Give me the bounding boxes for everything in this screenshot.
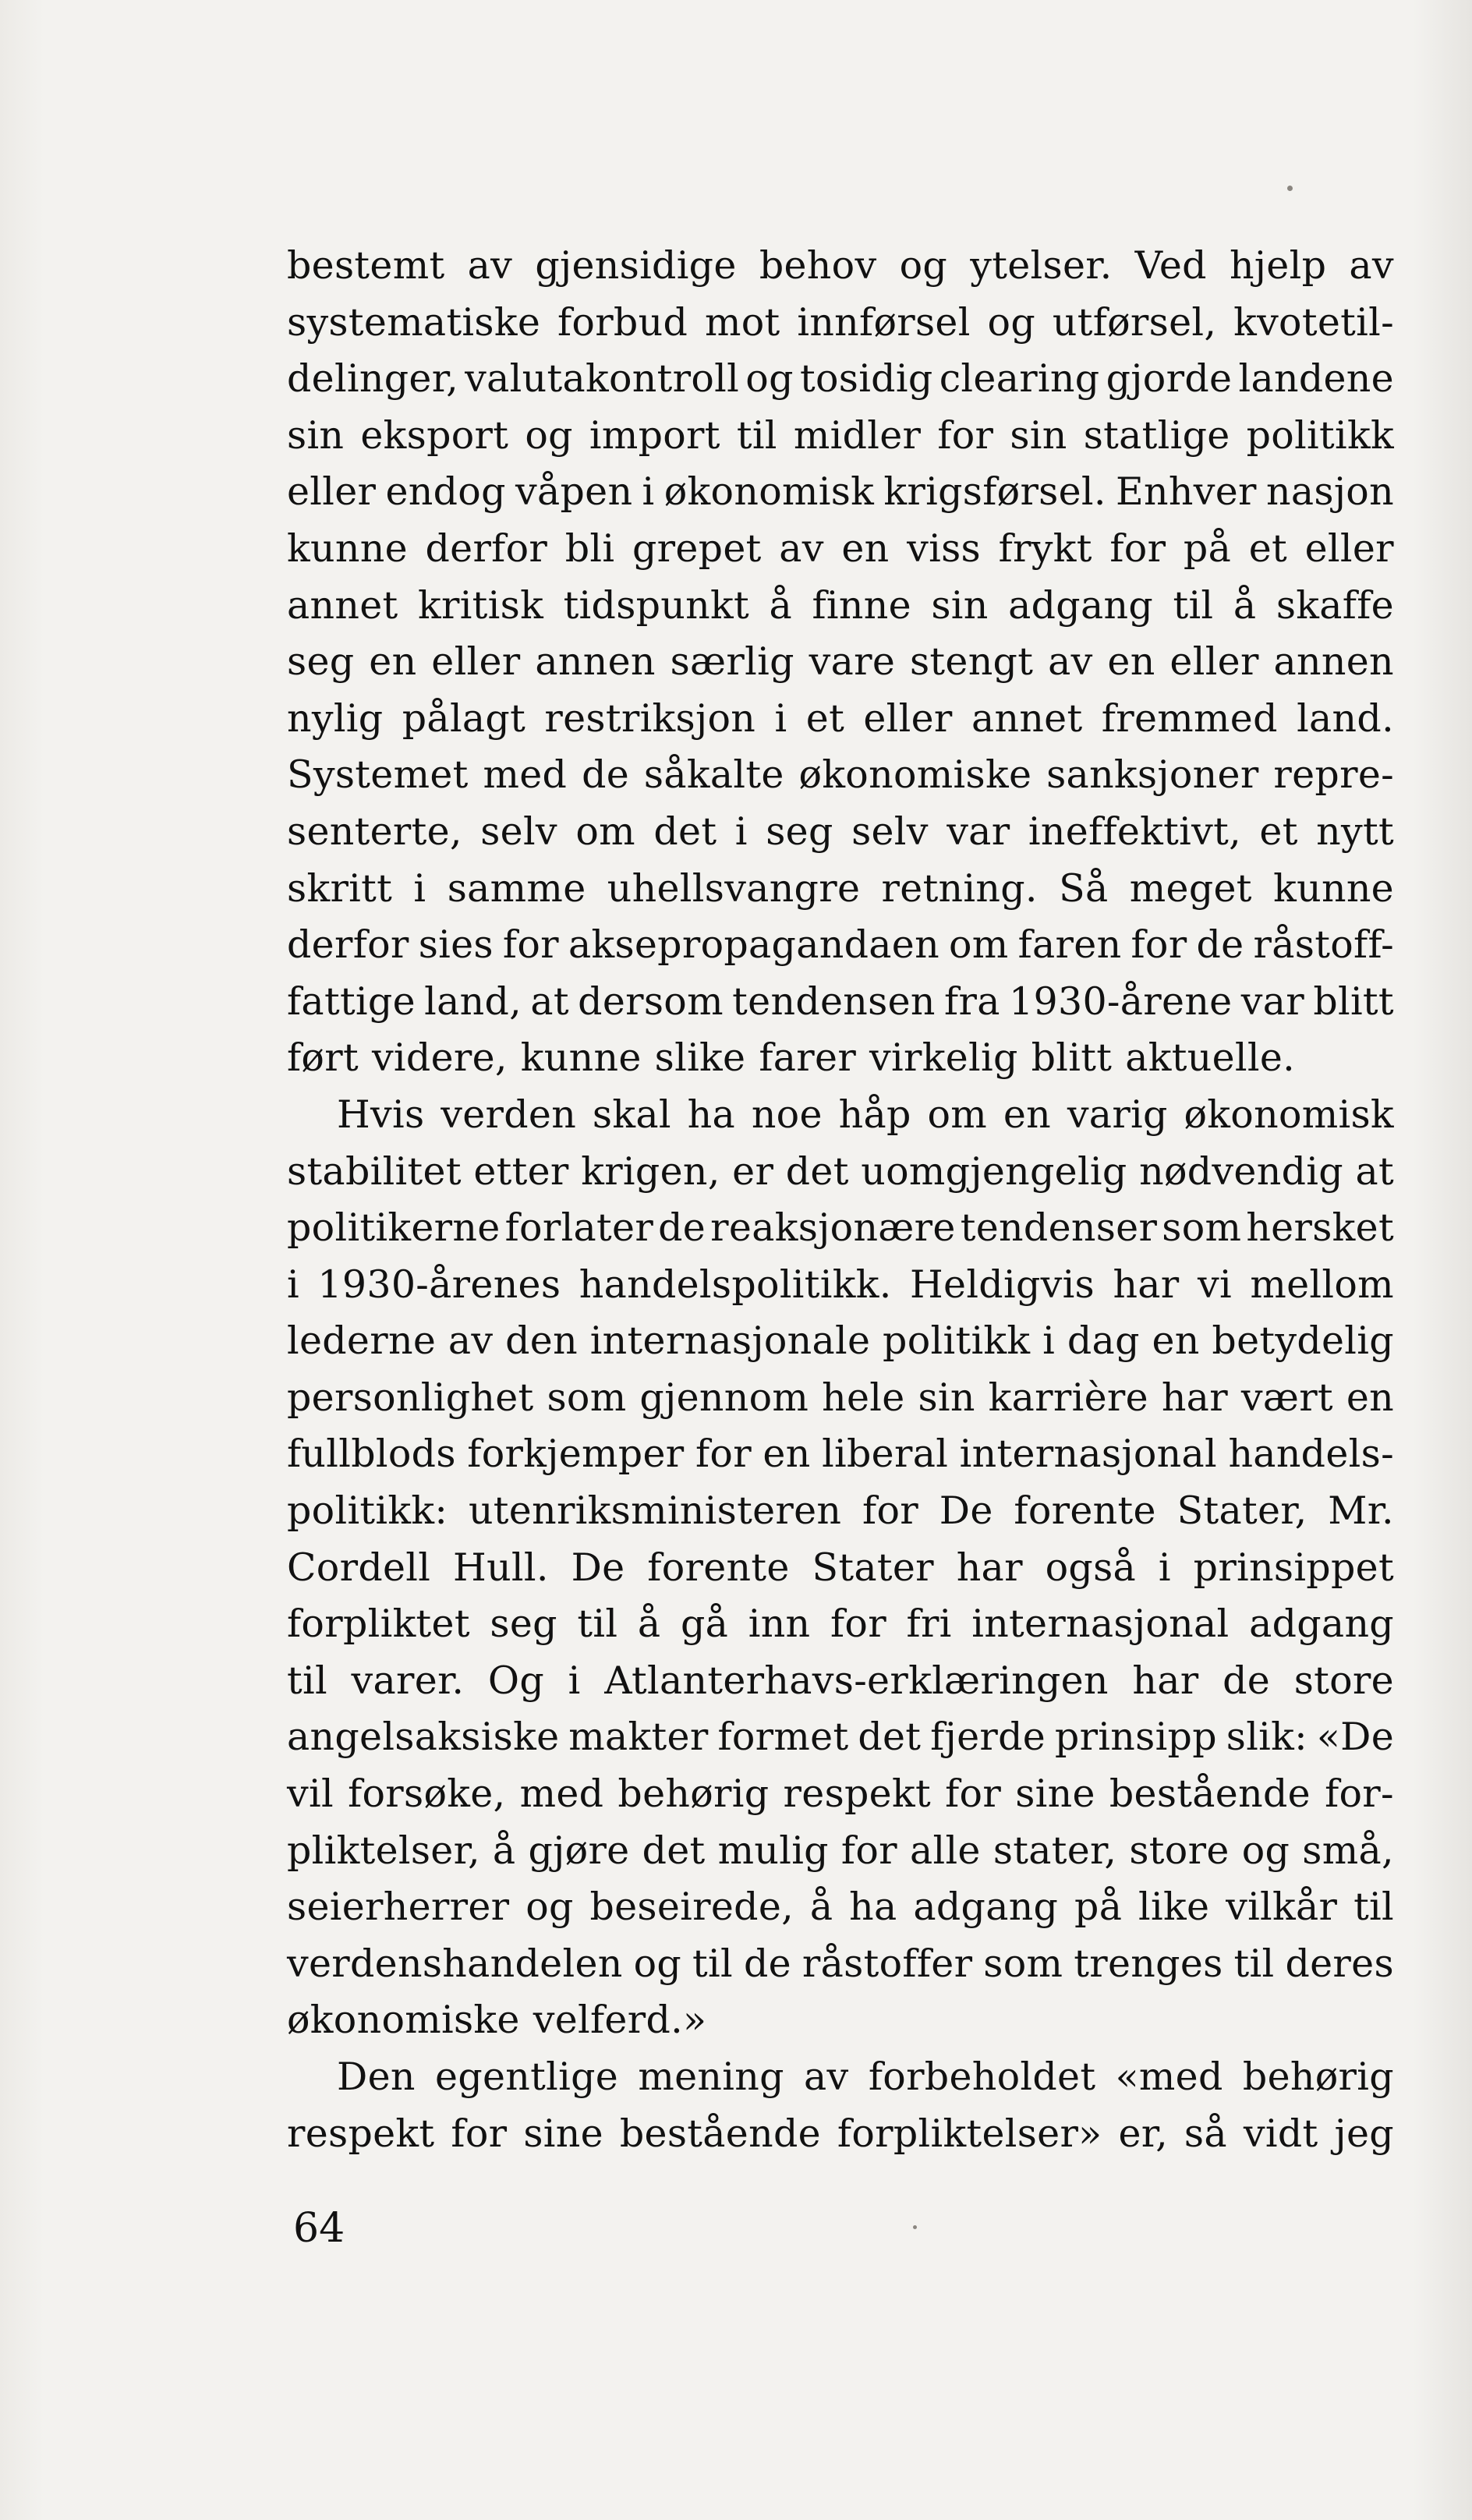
paper-speck [1287,186,1293,191]
text-line: skritt i samme uhellsvangre retning. Så meget kunne [287,865,1394,911]
text-line: kunne derfor bli grepet av en viss frykt for på et eller [287,526,1394,571]
text-line: systematiske forbud mot innførsel og utførsel, kvotetil- [287,299,1394,345]
text-line: vil forsøke, med behørig respekt for sine bestående for- [287,1771,1394,1817]
text-line: derfor sies for aksepropagandaen om faren for de råstoff- [287,922,1394,968]
page-number: 64 [293,2205,345,2252]
text-line: sin eksport og import til midler for sin statlige politikk [287,412,1394,458]
text-line: fullblods forkjemper for en liberal internasjonal handels- [287,1432,1394,1477]
text-line: verdenshandelen og til de råstoffer som trenges til deres [287,1941,1394,1986]
text-line: i 1930-årenes handelspolitikk. Heldigvis har vi mellom [287,1262,1394,1307]
text-line: stabilitet etter krigen, er det uomgjengelig nødvendig at [287,1149,1394,1194]
text-line: nylig pålagt restriksjon i et eller annet fremmed land. [287,695,1394,741]
text-line: seg en eller annen særlig vare stengt av en eller annen [287,639,1394,685]
text-line: seierherrer og beseirede, å ha adgang på like vilkår til [287,1885,1394,1930]
text-line: angelsaksiske makter formet det fjerde prinsipp slik: «De [287,1715,1394,1760]
text-line: pliktelser, å gjøre det mulig for alle stater, store og små, [287,1828,1394,1873]
text-line: til varer. Og i Atlanterhavs-erklæringen har de store [287,1658,1394,1703]
text-line: økonomiske velferd.» [287,1998,707,2043]
text-line: bestemt av gjensidige behov og ytelser. Ved hjelp av [287,243,1394,288]
text-line: eller endog våpen i økonomisk krigsførsel. Enhver nasjon [287,469,1394,515]
text-line: ført videre, kunne slike farer virkelig blitt aktuelle. [287,1035,1295,1081]
text-line: Systemet med de såkalte økonomiske sanksjoner repre- [287,752,1394,798]
text-line: politikk: utenriksministeren for De forente Stater, Mr. [287,1488,1394,1534]
text-line: lederne av den internasjonale politikk i dag en betydelig [287,1318,1394,1364]
text-line: personlighet som gjennom hele sin karrière har vært en [287,1375,1394,1420]
body-text [287,238,1394,2162]
text-line: Hvis verden skal ha noe håp om en varig økonomisk [337,1092,1394,1137]
paper-speck [913,2225,917,2229]
text-line: delinger, valutakontroll og tosidig clearing gjorde landene [287,356,1394,402]
text-line: politikerne forlater de reaksjonære tendenser som hersket [287,1205,1394,1251]
text-line: senterte, selv om det i seg selv var ineffektivt, et nytt [287,809,1394,854]
text-line: fattige land, at dersom tendensen fra 1930-årene var blitt [287,979,1394,1024]
text-line: Den egentlige mening av forbeholdet «med behørig [337,2055,1394,2099]
text-line: forpliktet seg til å gå inn for fri internasjonal adgang [287,1602,1394,1647]
text-line: respekt for sine bestående forpliktelser» er, så vidt jeg [287,2111,1394,2156]
text-line: annet kritisk tidspunkt å finne sin adgang til å skaffe [287,582,1394,628]
text-line: Cordell Hull. De forente Stater har også i prinsippet [287,1545,1394,1590]
